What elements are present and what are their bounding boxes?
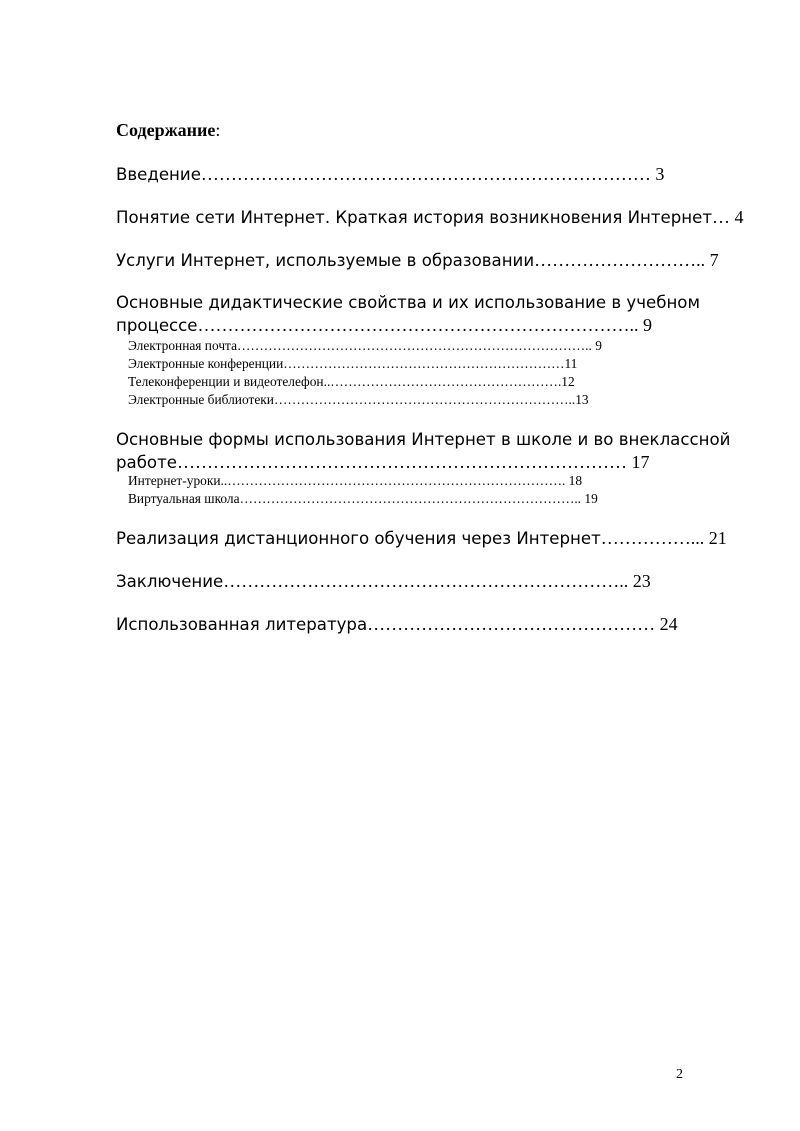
toc-heading [116,120,220,141]
toc-subentry-title: Интернет-уроки [128,473,221,488]
toc-entry-page: 21 [708,528,727,548]
toc-subentry-title: Телеконференции и видеотелефон [128,374,324,389]
toc-entry-leader: … [711,207,735,227]
toc-entry-school-usage[interactable] [116,429,730,451]
toc-subentry-page: 12 [561,374,575,389]
toc-entry-didactic-properties[interactable] [116,292,700,314]
toc-entry-title: Услуги Интернет, используемые в образовании [116,251,535,270]
toc-entry-title: Заключение [116,572,224,591]
toc-subentry-leader: …………………………………………………………………….. [237,338,596,353]
toc-subentry-page: 9 [595,338,602,353]
toc-entry-leader: ……………………………………………………………….. [197,315,643,335]
toc-entry-internet-history[interactable] [116,206,743,229]
page-number: 2 [676,1067,683,1082]
toc-entry-title-line2: работе [116,453,177,472]
toc-subentry-libraries[interactable] [128,391,589,409]
toc-subentry-title: Электронные библиотеки [128,392,274,407]
toc-entry-page: 17 [631,452,650,472]
toc-entry-conclusion[interactable] [116,570,651,593]
toc-subentry-conferences[interactable] [128,355,577,373]
toc-entry-title-line2: процессе [116,316,198,335]
toc-subentry-leader: ..…………………………………………………………………. [220,473,569,488]
toc-subentry-teleconferences[interactable] [128,373,575,391]
toc-entry-leader: ………………………………………………………………… [200,164,656,184]
toc-heading-colon: : [215,120,221,140]
toc-entry-leader: ………………………………………………………….. [223,571,633,591]
toc-subentry-leader: ………………………………………………………….. [273,392,576,407]
toc-entry-internet-services[interactable] [116,249,719,272]
toc-entry-leader: ………………………………………… [367,614,660,634]
toc-subentry-page: 13 [575,392,589,407]
toc-entry-title: Введение [116,165,201,184]
toc-entry-page: 23 [632,571,651,591]
toc-subentry-title: Электронная почта [128,338,238,353]
toc-entry-didactic-properties-cont[interactable] [116,314,652,337]
toc-subentry-leader: ..……………………………………………. [323,374,562,389]
toc-subentry-page: 19 [584,491,598,506]
toc-entry-title: Понятие сети Интернет. Краткая история возникновения Интернет [116,208,712,227]
toc-entry-page: 4 [734,207,744,227]
toc-subentry-internet-lessons[interactable] [128,472,582,490]
toc-entry-school-usage-cont[interactable] [116,451,649,474]
toc-entry-leader: ……………... [600,528,709,548]
toc-subentry-virtual-school[interactable] [128,490,598,508]
toc-entry-page: 7 [709,250,719,270]
toc-heading-text: Содержание [116,120,216,140]
toc-subentry-page: 11 [564,356,578,371]
toc-entry-introduction[interactable] [116,163,664,186]
toc-subentry-title: Виртуальная школа [128,491,240,506]
toc-subentry-email[interactable] [128,337,602,355]
toc-entry-title: Использованная литература [116,615,368,634]
toc-entry-distance-learning[interactable] [116,527,727,550]
toc-subentry-page: 18 [568,473,583,488]
toc-subentry-leader: ……………………………………………………… [283,356,565,371]
toc-entry-leader: ……………………….. [534,250,710,270]
toc-entry-page: 3 [655,164,665,184]
toc-entry-title: Реализация дистанционного обучения через Интернет [116,529,601,548]
toc-entry-leader: ………………………………………………………………… [176,452,632,472]
toc-entry-title-line1: Основные дидактические свойства и их использование в учебном [116,293,700,312]
toc-entry-references[interactable] [116,613,678,636]
toc-entry-title-line1: Основные формы использования Интернет в школе и во внеклассной [116,430,731,449]
toc-subentry-leader: ………………………………………………………………….. [239,491,585,506]
toc-subentry-title: Электронные конференции [128,356,284,371]
toc-entry-page: 24 [659,614,678,634]
toc-entry-page: 9 [643,315,652,335]
